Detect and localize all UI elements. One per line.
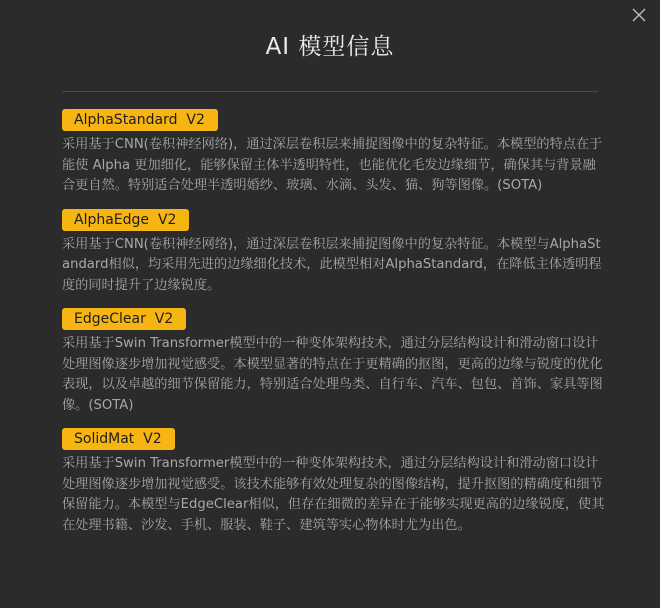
title-divider — [62, 91, 598, 92]
model-name-badge: AlphaEdge V2 — [62, 209, 189, 231]
close-button[interactable] — [630, 6, 648, 24]
model-description: 采用基于Swin Transformer模型中的一种变体架构技术，通过分层结构设计和滑动窗口设计处理图像逐步增加视觉感受。该技术能够有效处理复杂的图像结构，提升抠图的精确度和细节保留能力。本模型与EdgeClear相似，但存在细微的差异在于能够实现更高的边缘锐度，使其在处理书籍、沙发、手机、服装、鞋子、建筑等实心物体时尤为出色。 — [62, 456, 605, 533]
model-item-alphaedge — [62, 209, 607, 297]
model-description: 采用基于CNN(卷积神经网络)，通过深层卷积层来捕捉图像中的复杂特征。本模型的特点在于能使 Alpha 更加细化，能够保留主体半透明特性，也能优化毛发边缘细节，确保其与背景融合更自然。特别适合处理半透明婚纱、玻璃、水滴、头发、猫、狗等图像。(SOTA) — [62, 137, 603, 193]
model-name-badge: AlphaStandard V2 — [62, 109, 218, 131]
model-item-solidmat — [62, 428, 607, 536]
model-description: 采用基于Swin Transformer模型中的一种变体架构技术，通过分层结构设计和滑动窗口设计处理图像逐步增加视觉感受。本模型显著的特点在于更精确的抠图，更高的边缘与锐度的优化表现，以及卓越的细节保留能力，特别适合处理鸟类、自行车、汽车、包包、首饰、家具等图像。(SOTA) — [62, 336, 603, 413]
close-icon — [630, 6, 648, 24]
model-description: 采用基于CNN(卷积神经网络)，通过深层卷积层来捕捉图像中的复杂特征。本模型与AlphaStandard相似，均采用先进的边缘细化技术，此模型相对AlphaStandard，在降低主体透明程度的同时提升了边缘锐度。 — [62, 236, 602, 293]
model-name-badge: EdgeClear V2 — [62, 308, 186, 330]
model-list — [62, 109, 607, 548]
dialog-title: AI 模型信息 — [265, 34, 395, 60]
model-item-edgeclear — [62, 308, 607, 416]
model-name-badge: SolidMat V2 — [62, 428, 175, 450]
model-item-alphastandard — [62, 109, 607, 197]
